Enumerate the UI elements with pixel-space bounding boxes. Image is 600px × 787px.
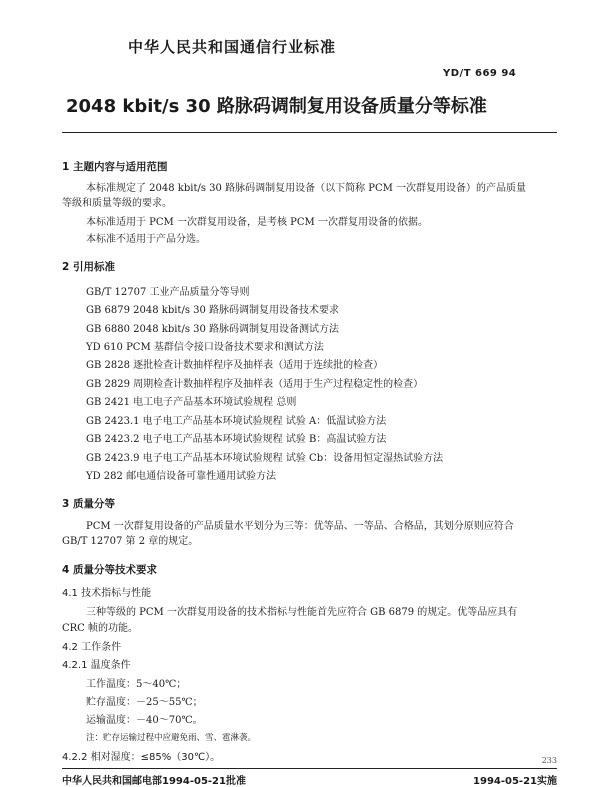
reference-item: GB 2828 逐批检查计数抽样程序及抽样表（适用于连续批的检查） [86,360,384,371]
standard-number: YD/T 669 94 [443,68,517,79]
reference-item: GB 2829 周期检查计数抽样程序及抽样表（适用于生产过程稳定性的检查） [86,379,424,390]
transport-temperature: 运输温度：－40～70℃。 [86,715,203,726]
storage-temperature: 贮存温度：－25～55℃； [86,697,203,708]
implementation-date: 1994-05-21实施 [473,776,557,787]
page-number: 233 [541,756,557,765]
footer-divider [62,768,557,769]
s4-1-paragraph-line-2: CRC 帧的功能。 [62,623,139,634]
s1-paragraph-2: 本标准适用于 PCM 一次群复用设备，是考核 PCM 一次群复用设备的依据。 [86,217,428,228]
reference-item: YD 610 PCM 基群信令接口设备技术要求和测试方法 [86,342,324,353]
section-4-heading: 4 质量分等技术要求 [62,564,157,576]
reference-item: GB 2423.1 电子电工产品基本环境试验规程 试验 A：低温试验方法 [86,416,387,427]
section-3-heading: 3 质量分等 [62,498,115,510]
reference-item: GB 2423.9 电子电工产品基本环境试验规程 试验 Cb：设备用恒定湿热试验方法 [86,453,444,464]
s1-paragraph-1-line-2: 等级和质量等级的要求。 [62,198,172,209]
s1-paragraph-3: 本标准不适用于产品分选。 [86,234,206,245]
document-title: 2048 kbit/s 30 路脉码调制复用设备质量分等标准 [66,96,487,117]
s1-paragraph-1-line-1: 本标准规定了 2048 kbit/s 30 路脉码调制复用设备（以下简称 PCM 一次群复用设备）的产品质量 [86,183,527,194]
subsection-4-2-1-heading: 4.2.1 温度条件 [62,660,131,671]
header-divider [62,132,557,133]
s3-paragraph-line-2: GB/T 12707 第 2 章的规定。 [62,536,199,547]
reference-item: GB 2423.2 电子电工产品基本环境试验规程 试验 B：高温试验方法 [86,434,387,445]
section-2-heading: 2 引用标准 [62,261,115,273]
reference-item: GB 6879 2048 kbit/s 30 路脉码调制复用设备技术要求 [86,305,340,316]
approval-statement: 中华人民共和国邮电部1994-05-21批准 [62,776,246,787]
reference-item: GB 6880 2048 kbit/s 30 路脉码调制复用设备测试方法 [86,324,340,335]
storage-note: 注：贮存运输过程中应避免雨、雪、雹淋袭。 [86,733,257,743]
subsection-4-2-2: 4.2.2 相对湿度：≤85%（30℃）。 [62,752,221,763]
section-1-heading: 1 主题内容与适用范围 [62,161,168,173]
working-temperature: 工作温度：5～40℃； [86,679,187,690]
s3-paragraph-line-1: PCM 一次群复用设备的产品质量水平划分为三等：优等品、一等品、合格品，其划分原则应符合 [86,521,514,532]
subsection-4-2-heading: 4.2 工作条件 [62,642,122,653]
reference-item: GB/T 12707 工业产品质量分等导则 [86,287,250,298]
reference-item: GB 2421 电工电子产品基本环境试验规程 总则 [86,397,297,408]
ministry-header: 中华人民共和国通信行业标准 [128,38,337,56]
subsection-4-1-heading: 4.1 技术指标与性能 [62,588,152,599]
s4-1-paragraph-line-1: 三种等级的 PCM 一次群复用设备的技术指标与性能首先应符合 GB 6879 的规定。优等品应具有 [86,607,518,618]
reference-item: YD 282 邮电通信设备可靠性通用试验方法 [86,471,277,482]
